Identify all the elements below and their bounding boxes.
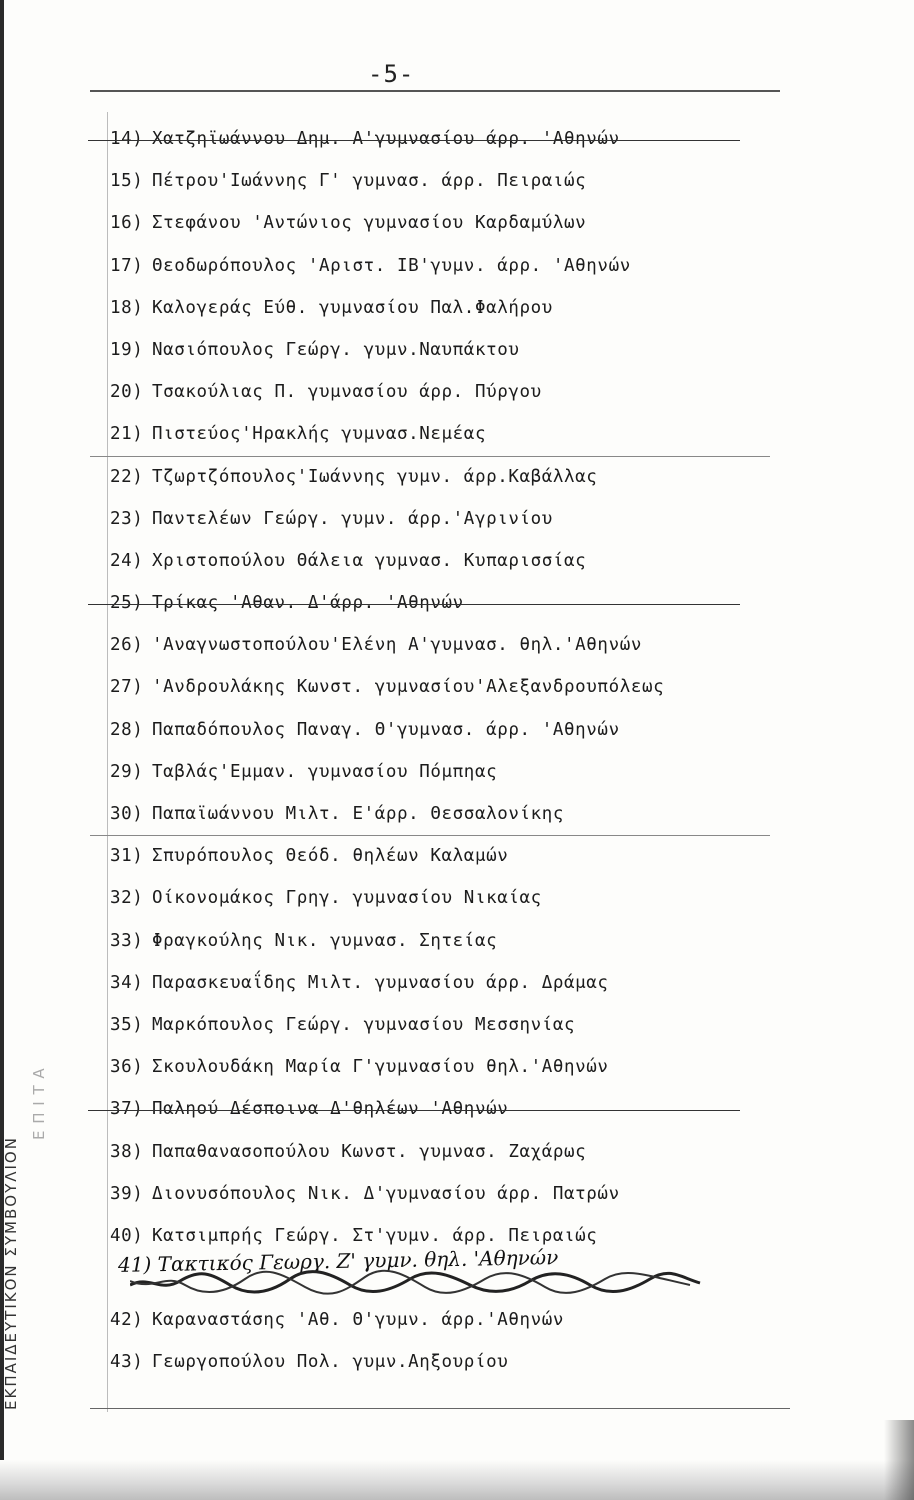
entry-text: Θεοδωρόπουλος 'Αριστ. ΙΒ'γυμν. άρρ. 'Αθηνών bbox=[152, 255, 631, 276]
list-item bbox=[110, 371, 810, 413]
entry-number: 32) bbox=[110, 888, 144, 909]
entry-text: Κατσιμπρής Γεώργ. Στ'γυμν. άρρ. Πειραιώς bbox=[152, 1225, 598, 1246]
list-item bbox=[110, 1341, 810, 1383]
teacher-list bbox=[110, 118, 810, 1384]
handwritten-entry: 41) Τακτικός Γεωργ. Ζ' γυμν. θηλ. 'Αθηνών bbox=[117, 1245, 559, 1277]
list-item bbox=[110, 287, 810, 329]
list-item bbox=[110, 329, 810, 371]
list-item bbox=[110, 1004, 810, 1046]
entry-number: 17) bbox=[110, 255, 144, 276]
bottom-rule bbox=[90, 1408, 790, 1409]
top-rule bbox=[90, 90, 780, 92]
entry-text: Ταβλάς'Εμμαν. γυμνασίου Πόμπηας bbox=[152, 761, 498, 782]
entry-number: 18) bbox=[110, 297, 144, 318]
list-item bbox=[110, 793, 810, 835]
entry-text: Πέτρου'Ιωάννης Γ' γυμνασ. άρρ. Πειραιώς bbox=[152, 171, 587, 192]
spine-label bbox=[2, 30, 20, 1430]
entry-number: 15) bbox=[110, 171, 144, 192]
entry-number: 23) bbox=[110, 508, 144, 529]
entry-text: Παπαθανασοπούλου Κωνστ. γυμνασ. Ζαχάρως bbox=[152, 1141, 587, 1162]
entry-number: 36) bbox=[110, 1057, 144, 1078]
list-item bbox=[110, 1299, 810, 1341]
entry-number: 35) bbox=[110, 1014, 144, 1035]
scribble-strikeout bbox=[130, 1267, 710, 1297]
entry-text: Παρασκευαΐδης Μιλτ. γυμνασίου άρρ. Δράμας bbox=[152, 972, 609, 993]
list-item bbox=[110, 413, 810, 455]
entry-text: Φραγκούλης Νικ. γυμνασ. Σητείας bbox=[152, 930, 498, 951]
entry-number: 42) bbox=[110, 1310, 144, 1331]
entry-text: Χριστοπούλου Θάλεια γυμνασ. Κυπαρισσίας bbox=[152, 550, 587, 571]
entry-number: 40) bbox=[110, 1225, 144, 1246]
entry-number: 16) bbox=[110, 213, 144, 234]
entry-number: 30) bbox=[110, 804, 144, 824]
entry-number: 22) bbox=[110, 466, 144, 487]
entry-text: Παπαδόπουλος Παναγ. Θ'γυμνασ. άρρ. 'Αθηνών bbox=[152, 719, 620, 740]
entry-text: Τζωρτζόπουλος'Ιωάννης γυμν. άρρ.Καβάλλας bbox=[152, 466, 598, 487]
list-item bbox=[110, 1046, 810, 1088]
entry-number: 20) bbox=[110, 382, 144, 403]
list-item bbox=[110, 1173, 810, 1215]
entry-text: Μαρκόπουλος Γεώργ. γυμνασίου Μεσσηνίας bbox=[152, 1014, 576, 1035]
list-item bbox=[110, 877, 810, 919]
entry-number: 34) bbox=[110, 972, 144, 993]
entry-number: 43) bbox=[110, 1352, 144, 1373]
list-item bbox=[110, 498, 810, 540]
entry-number: 33) bbox=[110, 930, 144, 951]
entry-text: Γεωργοπούλου Πολ. γυμν.Αηξουρίου bbox=[152, 1352, 509, 1373]
entry-number: 37) bbox=[110, 1099, 144, 1120]
entry-text: Παληού Δέσποινα Δ'θηλέων 'Αθηνών bbox=[152, 1099, 509, 1120]
list-item bbox=[110, 962, 810, 1004]
entry-text: Τσακούλιας Π. γυμνασίου άρρ. Πύργου bbox=[152, 382, 542, 403]
scan-shadow-bottom bbox=[0, 1460, 914, 1500]
entry-text: Νασιόπουλος Γεώργ. γυμν.Ναυπάκτου bbox=[152, 339, 520, 360]
entry-number: 27) bbox=[110, 677, 144, 698]
list-item bbox=[110, 202, 810, 244]
entry-text: Καλογεράς Εύθ. γυμνασίου Παλ.Φαλήρου bbox=[152, 297, 553, 318]
entry-text: Τρίκας 'Αθαν. Δ'άρρ. 'Αθηνών bbox=[152, 593, 464, 614]
entry-number: 38) bbox=[110, 1141, 144, 1162]
list-item bbox=[110, 666, 810, 708]
list-item bbox=[110, 540, 810, 582]
page-number: -5- bbox=[368, 60, 415, 88]
list-item bbox=[110, 582, 810, 624]
entry-number: 39) bbox=[110, 1183, 144, 1204]
watermark-title: Ε Π Ι Τ Α bbox=[30, 1067, 48, 1140]
list-item bbox=[110, 245, 810, 287]
list-item bbox=[110, 709, 810, 751]
list-item bbox=[110, 920, 810, 962]
entry-number: 24) bbox=[110, 550, 144, 571]
entry-text: Σπυρόπουλος Θεόδ. θηλέων Καλαμών bbox=[152, 846, 509, 867]
entry-text: Χατζηϊωάννου Δημ. Α'γυμνασίου άρρ. 'Αθηνών bbox=[152, 129, 620, 149]
spine-text: ΕΚΠΑΙΔΕΥΤΙΚΟΝ ΣΥΜΒΟΥΛΙΟΝ bbox=[2, 1136, 20, 1410]
list-item bbox=[110, 1131, 810, 1173]
entry-number: 26) bbox=[110, 635, 144, 656]
entry-number: 28) bbox=[110, 719, 144, 740]
entry-text: Πιστεύος'Ηρακλής γυμνασ.Νεμέας bbox=[152, 424, 487, 445]
entry-text: 'Αναγνωστοπούλου'Ελένη Α'γυμνασ. θηλ.'Αθηνών bbox=[152, 635, 642, 656]
list-item bbox=[110, 1088, 810, 1130]
list-item bbox=[110, 160, 810, 202]
entry-text: Καραναστάσης 'Αθ. Θ'γυμν. άρρ.'Αθηνών bbox=[152, 1310, 565, 1331]
list-item bbox=[110, 456, 810, 498]
entry-text: Διονυσόπουλος Νικ. Δ'γυμνασίου άρρ. Πατρών bbox=[152, 1183, 620, 1204]
handwritten-insertion bbox=[110, 1245, 810, 1299]
entry-number: 14) bbox=[110, 129, 144, 149]
entry-text: 'Ανδρουλάκης Κωνστ. γυμνασίου'Αλεξανδρουπόλεως bbox=[152, 677, 665, 698]
entry-number: 19) bbox=[110, 339, 144, 360]
entry-text: Παπαϊωάννου Μιλτ. Ε'άρρ. Θεσσαλονίκης bbox=[152, 804, 565, 824]
entry-number: 25) bbox=[110, 593, 144, 614]
entry-text: Οίκονομάκος Γρηγ. γυμνασίου Νικαίας bbox=[152, 888, 542, 909]
entry-text: Σκουλουδάκη Μαρία Γ'γυμνασίου θηλ.'Αθηνών bbox=[152, 1057, 609, 1078]
watermark-column bbox=[30, 300, 60, 1400]
entry-number: 21) bbox=[110, 424, 144, 445]
entry-text: Παντελέων Γεώργ. γυμν. άρρ.'Αγρινίου bbox=[152, 508, 553, 529]
entry-text: Στεφάνου 'Αντώνιος γυμνασίου Καρδαμύλων bbox=[152, 213, 587, 234]
list-item bbox=[110, 751, 810, 793]
list-item bbox=[110, 835, 810, 877]
entry-number: 29) bbox=[110, 761, 144, 782]
scan-shadow-corner bbox=[884, 1420, 914, 1500]
list-item bbox=[110, 118, 810, 160]
margin-line bbox=[107, 112, 108, 1412]
list-item bbox=[110, 624, 810, 666]
entry-number: 31) bbox=[110, 846, 144, 867]
